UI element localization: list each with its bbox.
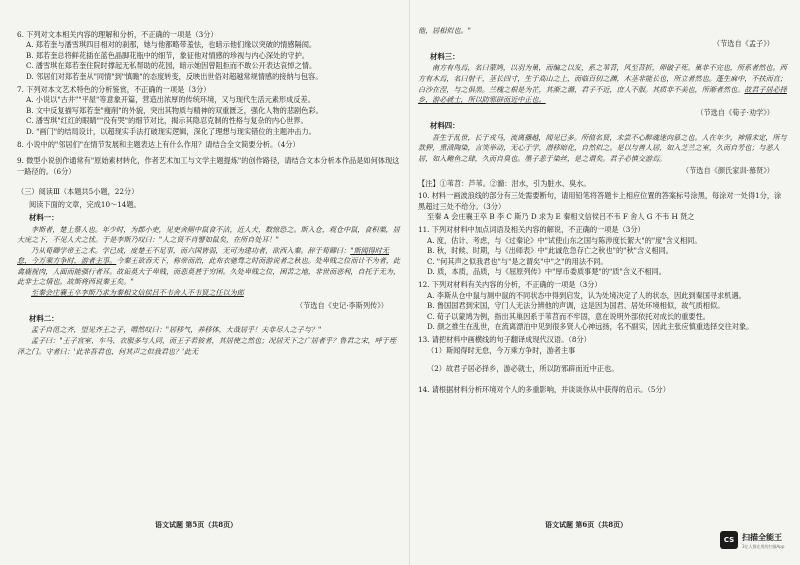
- scanner-tagline: 3亿人都在用的扫描App: [742, 544, 785, 549]
- material-1-text-2: 乃从荀卿学帝王之术。学已成，度楚王不足事，而六国皆弱，无可为建功者，欲西入秦。辞于荀卿曰："斯闻得时无怠，今万乘方争时，游者主事。今秦王欲吞天下，称帝而治，此布衣驰骛之时而游说者之秋也。处卑贱之位而计不为者，此禽鹿视肉，人面而能强行者耳。故诟莫大于卑贱，而悲莫甚于穷困。久处卑贱之位，困苦之地，非世而恶利，自托于无为，此非士之情也。故斯将西说秦王矣。": [17, 245, 401, 287]
- annotation-note: 【注】①苇苕：芦苇。②滫：泔水，引为脏水、臭水。: [418, 178, 591, 188]
- camscanner-logo-icon: CS: [720, 531, 738, 549]
- material-2-text: 孟子自范之齐，望见齐王之子，喟然叹曰："居移气，养移体，大哉居乎！夫非尽人之子与？": [31, 325, 322, 335]
- page-5-column: [17, 30, 402, 357]
- question-8: 8. 小说中的"邻居们"在情节发展和主题表达上有什么作用？请结合全文简要分析。（4分）: [17, 140, 300, 150]
- material-2-text-2: 孟子曰："王子宫室、车马、衣服多与人同，而王子若彼者，其居使之然也；况居天下之广居者乎？鲁君之宋，呼于垤泽之门。守者曰：'此非吾君也，何其声之似我君也？'此无: [17, 336, 397, 356]
- question-12: 12. 下列对材料有关内容的分析，不正确的一项是（3分） A. 李斯从仓中鼠与厕中鼠的不同状态中得到启发，认为处境决定了人的状态，因此到秦国寻求机遇。 B. 鲁国国君到宋国，守门人无法分辨他的声调，这是因为国君、居处环境相似，故气质相似。 C. 荀子以蒙鸠为例，指出其巢因系于苇苕而不牢固，意在说明外部依托对成长的重要性。 D. 颜之推生在乱世，在流离漂泊中见到很多贤人心神远扬，名不副实，因此主张应慎重选择交往对象。: [418, 280, 754, 332]
- question-6: 6. 下列对文本相关内容的理解和分析，不正确的一项是（3分） A. 郑若奎与潘雪琪四目相对的刹那，她与他都略带羞怯，也暗示他们缘以突破的情感隔阂。 B. 郑若奎总将鲜花插在蓝色晶脚花瓶中的细节，象征他对情感的珍视与内心深处的守护。 C. 潘雪琪在郑若奎住院时撑起无私帮助的花园，暗示她因曾阻拒而不敢公开表达哀悼之情。 D. 邻居们对郑若奎从"同情"到"慎瞻"的态度转变，反映出世俗对超越常规情感的接纳与包容。: [17, 30, 323, 81]
- page-footer-right: 语文试题 第6页（共8页）: [545, 520, 628, 529]
- question-11: 11. 下列对材料中加点词语及相关内容的解说，不正确的一项是（3分） A. 度，估计、考虑，与《过秦论》中"试使山东之国与陈涉度长絜大"的"度"含义相同。 B. 秋，时候、时期，与《出师表》中"此诚危急存亡之秋也"的"秋"含义相同。 C. "何其声之似我君也"与"是之谓矣"中"之"的用法不同。 D. 质，本质，品质，与《屈原列传》中"厚币委质事楚"的"质"含义不相同。: [418, 225, 702, 277]
- question-7: 7. 下列对本文艺术特色的分析鉴赏，不正确的一项是（3分） A. 小说以"古井""平屋"等意象开篇，营造出浓厚的传统环境，又与现代生活元素形成反差。 B. 文中反复描写郑若奎"瘦削"的外貌，突出其物质与精神的双重匮乏，强化人物的悲剧色彩。 C. 潘雪琪"红红的眼睛""没有哭"的细节对比，揭示其隐忍克制的性格与复杂的内心世界。 D. "画门"的结局设计，以超现实手法打破现实逻辑，深化了理想与现实错位的主题冲击力。: [17, 85, 323, 136]
- material-3-source: （节选自《荀子·劝学》）: [696, 107, 774, 117]
- material-2-source: （节选自《孟子》）: [712, 38, 774, 48]
- section-instruction: 阅读下面的文章，完成10～14题。: [29, 199, 141, 209]
- section-heading: （三）阅读Ⅲ（本题共5小题，22分）: [17, 187, 139, 197]
- page-footer-left: 语文试题 第5页（共8页）: [155, 520, 238, 529]
- material-4-text: 吾生于乱世，长于戎马，流离播越，闻见已多。所值名贤，未尝不心醉魂迷向慕之也。人在年少，神情未定，所与款狎，熏渍陶染，言笑举动，无心于学，潜移暗化，自然似之。是以与善人居，如入芝兰之室，久而自芳也；与恶人居，如入鲍鱼之肆，久而自臭也。墨子悲于染丝，是之谓矣。君子必慎交游焉。: [418, 132, 787, 163]
- material-4-source: （节选自《颜氏家训·慕贤》）: [681, 166, 774, 176]
- question-13: 13. 请把材料中画横线的句子翻译成现代汉语。（8分） （1）斯闻得时无怠，今万乘方争时，游者主事 （2）故君子居必择乡，游必就士，所以防邪辟而近中正也。: [418, 335, 619, 374]
- material-1-text: 李斯者，楚上蔡人也。年少时，为郡小吏，见吏舍厕中鼠食不洁，近人犬，数惊恐之。斯入仓，观仓中鼠，食积粟，居大庑之下，不见人犬之忧。于是李斯乃叹曰："人之贤不肖譬如鼠矣，在所自处耳！": [17, 224, 400, 245]
- question-10: 10. 材料一画波浪线的部分有三处需要断句，请用铅笔将答题卡上相应位置的答案标号涂黑，每涂对一处得1分，涂黑超过三处不给分。（3分） 至秦 A 会庄襄王卒 B 李 C 斯乃 D 求为 E 秦相文信侯吕不韦 F 舍人 G 不韦 H 贤之: [418, 191, 782, 221]
- material-3-title: 材料三：: [430, 52, 460, 61]
- material-3-text: 南方有鸟焉，名曰蒙鸠，以羽为巢，而编之以发，系之苇苕，风至苕折，卵破子死。巢非不完也，所系者然也。西方有木焉，名曰射干，茎长四寸，生于高山之上，而临百仞之渊，木茎非能长也，所立者然也。蓬生麻中，不扶而直；白沙在涅，与之俱黑。兰槐之根是为芷，其渐之滫，君子不近，庶人不服。其质非不美也，所渐者然也。故君子居必择乡，游必就士，所以防邪辟而近中正也。: [418, 63, 787, 105]
- material-2-title: 材料二：: [29, 314, 59, 324]
- page-6-column: [418, 26, 788, 398]
- material-1-source: （节选自《史记·李斯列传》）: [295, 300, 388, 310]
- material-2-continued: 他，居相似也。": [418, 26, 471, 35]
- scanner-brand: 扫描全能王: [742, 533, 782, 542]
- question-9: 9. 微型小说创作通常有"原始素材转化，作者艺术加工与文学主题提炼"的创作路径，请结合文本分析本作品是如何体现这一路径的。（6分）: [17, 156, 400, 176]
- material-4-title: 材料四：: [430, 121, 460, 131]
- scanner-watermark: [720, 530, 790, 556]
- question-14: 14. 请根据材料分析环境对个人的多重影响，并谈谈你从中获得的启示。（5分）: [418, 384, 670, 394]
- page-fold: [409, 0, 410, 565]
- material-1-text-3: 至秦会庄襄王卒李斯乃求为秦相文信侯吕不韦舍人不韦贤之任以为郎: [31, 288, 244, 298]
- material-1-title: 材料一：: [29, 213, 59, 223]
